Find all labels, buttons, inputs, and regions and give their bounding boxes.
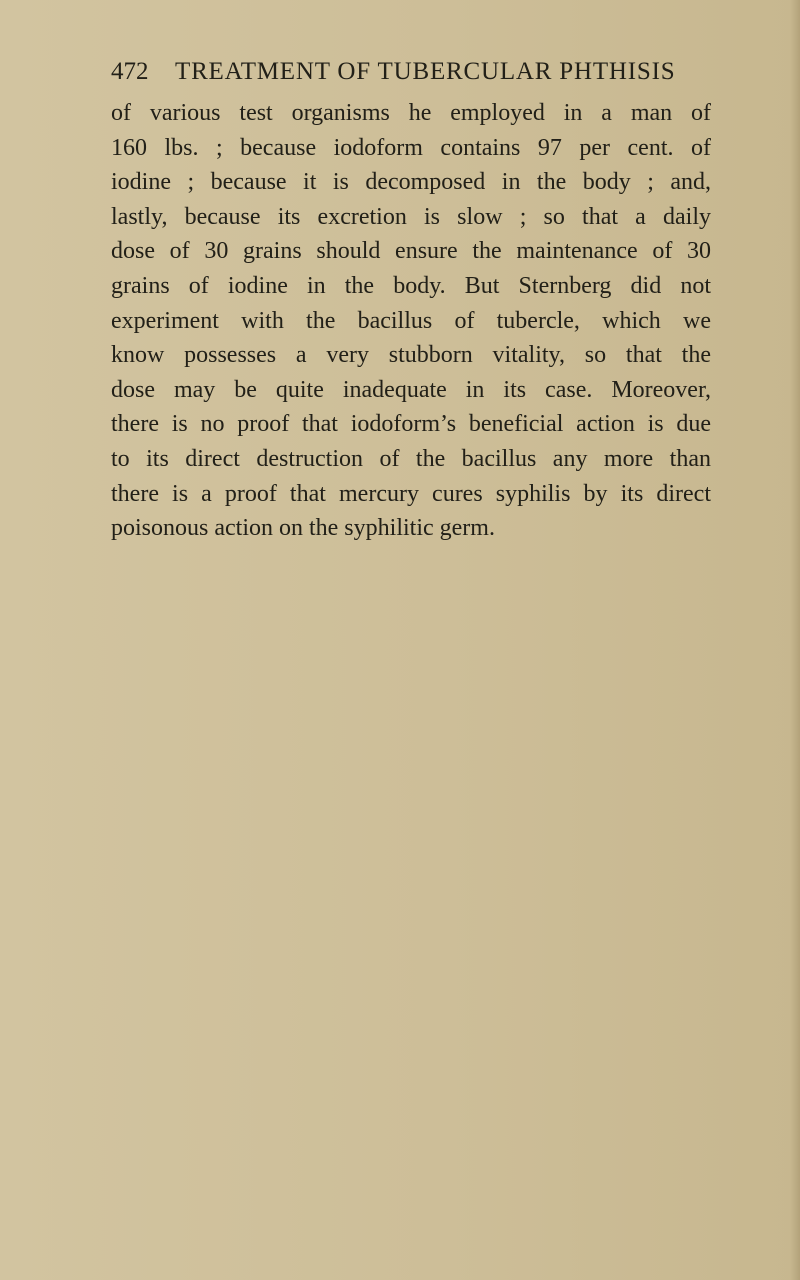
text-line-last: poisonous action on the syphilitic germ.	[111, 515, 495, 542]
text-line: grains of iodine in the body. But Sternberg did not	[111, 272, 711, 299]
text-line: there is no proof that iodoform’s beneficial action is due	[111, 411, 711, 438]
text-line: there is a proof that mercury cures syphilis by its direct	[111, 480, 711, 507]
text-line: iodine ; because it is decomposed in the body ; and,	[111, 169, 711, 196]
text-line: experiment with the bacillus of tubercle, which we	[111, 307, 711, 334]
text-line: of various test organisms he employed in a man of	[111, 100, 711, 126]
body-text	[111, 96, 711, 546]
page-number: 472	[111, 58, 149, 85]
text-line: know possesses a very stubborn vitality, so that the	[111, 342, 711, 369]
text-line: dose may be quite inadequate in its case. Moreover,	[111, 376, 711, 403]
page-header	[111, 58, 711, 92]
text-line: to its direct destruction of the bacillus any more than	[111, 445, 711, 472]
running-title: TREATMENT OF TUBERCULAR PHTHISIS	[175, 58, 676, 85]
text-line: dose of 30 grains should ensure the maintenance of 30	[111, 238, 711, 265]
text-line: 160 lbs. ; because iodoform contains 97 per cent. of	[111, 134, 711, 161]
text-line: lastly, because its excretion is slow ; so that a daily	[111, 203, 711, 230]
page-edge-shadow	[790, 0, 800, 1280]
